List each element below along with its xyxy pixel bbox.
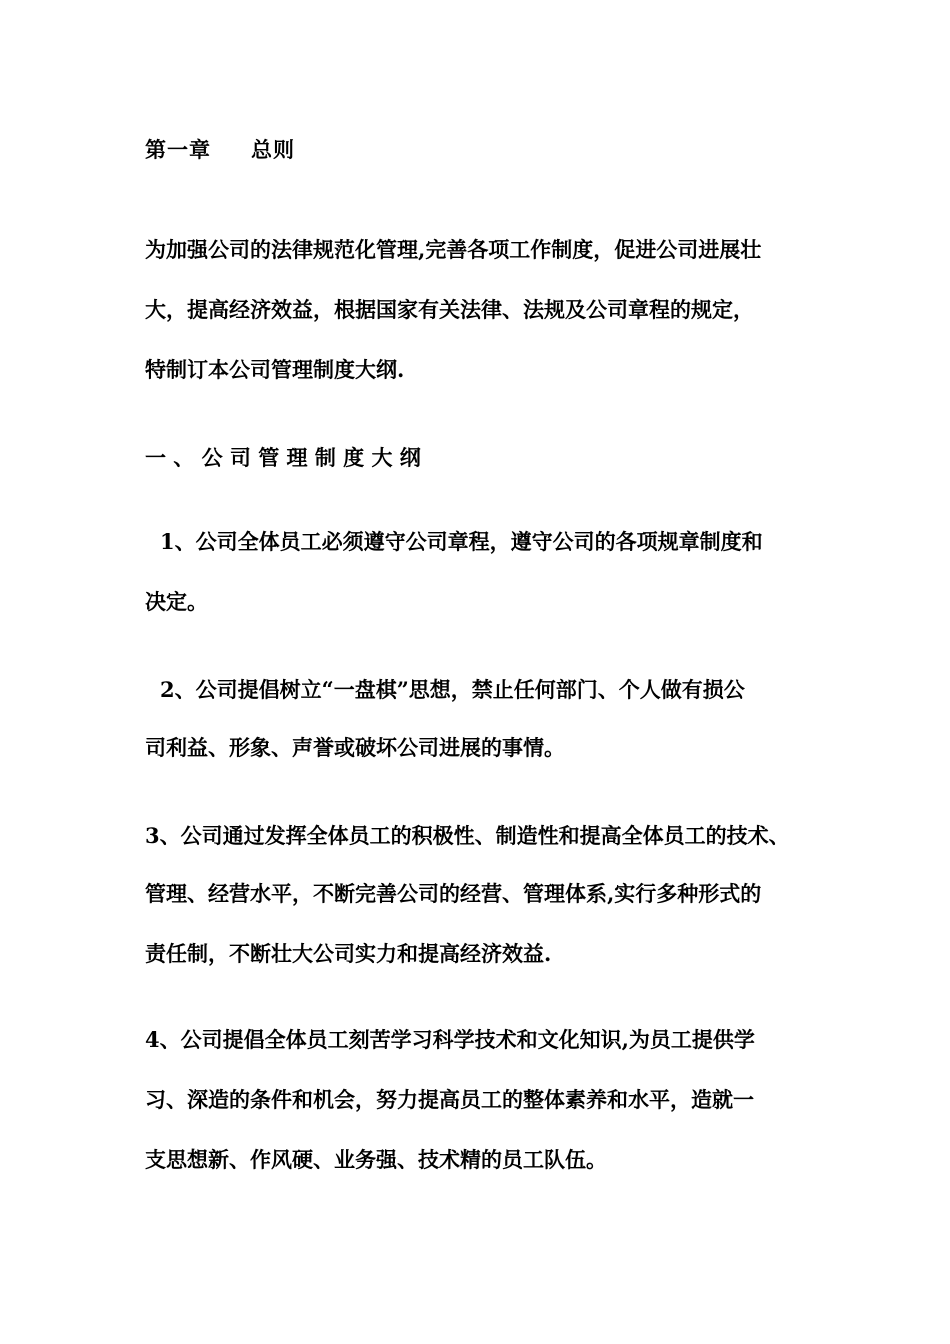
item-3-line-1: 3、公司通过发挥全体员工的积极性、制造性和提高全体员工的技术、 xyxy=(145,823,790,848)
chapter-number: 第一章 xyxy=(145,137,211,162)
intro-line-1: 为加强公司的法律规范化管理,完善各项工作制度，促进公司进展壮 xyxy=(145,237,762,262)
item-4-line-3: 支思想新、作风硬、业务强、技术精的员工队伍。 xyxy=(145,1147,607,1172)
item-2-line-1: 2、公司提倡树立“一盘棋”思想，禁止任何部门、个人做有损公 xyxy=(160,677,745,702)
item-1-line-2: 决定。 xyxy=(145,589,208,614)
section-heading: 一 、 公 司 管 理 制 度 大 纲 xyxy=(145,445,421,470)
chapter-heading xyxy=(145,136,295,164)
item-4-line-2: 习、深造的条件和机会，努力提高员工的整体素养和水平，造就一 xyxy=(145,1087,754,1112)
item-4-line-1: 4、公司提倡全体员工刻苦学习科学技术和文化知识,为员工提供学 xyxy=(145,1027,755,1052)
intro-line-3: 特制订本公司管理制度大纲. xyxy=(145,357,405,382)
intro-line-2: 大，提高经济效益，根据国家有关法律、法规及公司章程的规定， xyxy=(145,297,754,322)
item-2-line-2: 司利益、形象、声誉或破坏公司进展的事情。 xyxy=(145,735,565,760)
item-1-line-1: 1、公司全体员工必须遵守公司章程，遵守公司的各项规章制度和 xyxy=(160,529,763,554)
item-3-line-3: 责任制，不断壮大公司实力和提高经济效益. xyxy=(145,941,552,966)
item-3-line-2: 管理、经营水平，不断完善公司的经营、管理体系,实行多种形式的 xyxy=(145,881,762,906)
chapter-title: 总则 xyxy=(251,137,295,162)
